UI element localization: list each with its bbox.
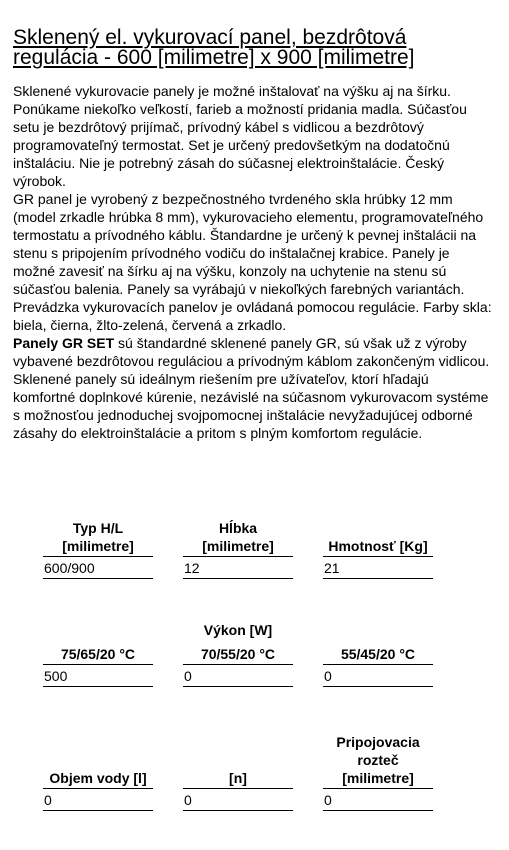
description-paragraph: GR panel je vyrobený z bezpečnostného tvrdeného skla hrúbky 12 mm (model zrkadle hrúbka 8 mm), vykurovacieho elementu, programovateľného termostatu a prívodného káblu. Štandardne je určený k pevnej inštalácii na stenu s pripojením prívodného vodiču do inštalačnej krabice. Panely je možné zavesiť na šírku aj na výšku, konzoly na uchytenie na stenu sú súčasťou balenia. Panely sa vyrábajú v niekoľkých farebných variantách. Prevádzka vykurovacích panelov je ovládaná pomocou regulácie. Farby skla: biela, čierna, žlto-zelená, červená a zrkadlo. [13,191,492,333]
product-description [13,82,493,442]
spec-value: 500 [43,665,153,687]
spec-value: 0 [183,789,293,811]
spec-depth [183,519,293,579]
spec-value: 0 [43,789,153,811]
spec-value: 12 [183,557,293,579]
description-text: sú štandardné sklenené panely GR, sú však už z výroby vybavené bezdrôtovou reguláciou a prívodným káblom zakončeným vidlicou. Sklenené panely sú ideálnym riešením pre užívateľov, ktorí hľadajú komfortné doplnkové kúrenie, nezávislé na súčasnom vykurovacom systéme s možnosťou jednoduchej svojpomocnej inštalácie nevyžadujúcej odborné zásahy do elektroinštalácie a pritom s plným komfortom regulácie. [13,335,490,441]
spec-label: [n] [183,769,293,789]
spec-water-volume [43,769,153,811]
spec-label: Typ H/L [milimetre] [43,519,153,557]
spec-label: Hmotnosť [Kg] [323,537,433,557]
spec-value: 600/900 [43,557,153,579]
spec-power-70 [183,645,293,687]
description-paragraph [13,334,493,442]
spec-value: 21 [323,557,433,579]
spec-power-75 [43,645,153,687]
page-title: Sklenený el. vykurovací panel, bezdrôtová regulácia - 600 [milimetre] x 900 [milimetre] [13,26,415,69]
spec-value: 0 [323,665,433,687]
spec-power-55 [323,645,433,687]
spec-label: 55/45/20 °C [323,645,433,665]
spec-label: Hĺbka [milimetre] [183,519,293,557]
description-bold: Panely GR SET [13,335,115,351]
spec-type [43,519,153,579]
spec-value: 0 [323,789,433,811]
spec-label: Objem vody [l] [43,769,153,789]
description-paragraph: Sklenené vykurovacie panely je možné inštalovať na výšku aj na šírku. Ponúkame niekoľko veľkostí, farieb a možností pridania madla. Súčasťou setu je bezdrôtový prijímač, prívodný kábel s vidlicou a bezdrôtový programovateľný termostat. Set je určený predovšetkým na dodatočnú inštaláciu. Nie je potrebný zásah do súčasnej elektroinštalácie. Český výrobok. [13,83,467,189]
spec-label: 75/65/20 °C [43,645,153,665]
spec-value: 0 [183,665,293,687]
spec-weight [323,537,433,579]
spec-label: Pripojovacia rozteč [milimetre] [323,733,433,789]
power-group-label: Výkon [W] [203,622,273,638]
spec-n [183,769,293,811]
spec-connection-spacing [323,733,433,811]
spec-label: 70/55/20 °C [183,645,293,665]
